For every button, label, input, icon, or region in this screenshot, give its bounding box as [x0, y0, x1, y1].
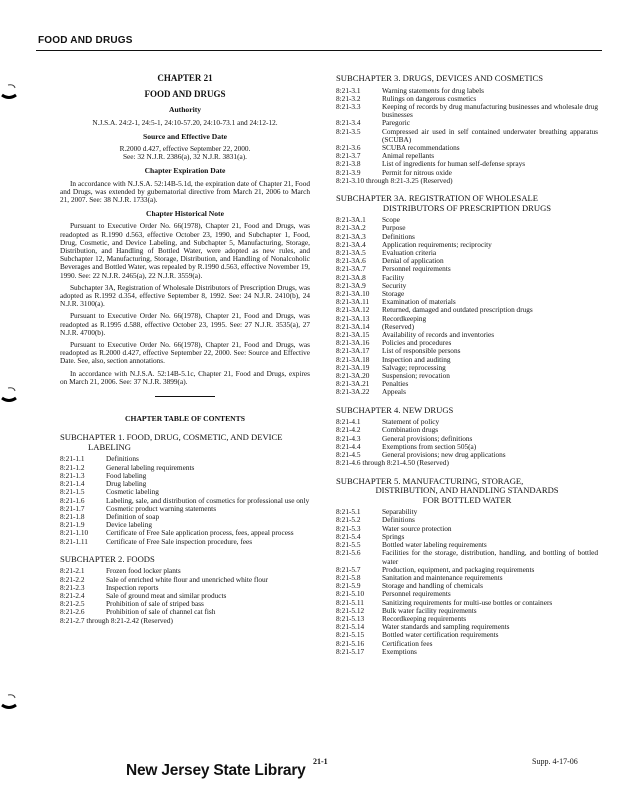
section-title: Availability of records and inventories [382, 330, 495, 340]
toc-entry [336, 549, 598, 565]
section-title: Sale of enriched white flour and unenriched white flour [106, 574, 269, 584]
section-number: 8:21-5.13 [336, 613, 365, 623]
section-number: 8:21-3A.17 [336, 346, 370, 356]
section-title: Cosmetic labeling [106, 487, 159, 497]
chapter-title: FOOD AND DRUGS [144, 89, 226, 100]
section-number: 8:21-3A.18 [336, 354, 370, 364]
section-number: 8:21-2.5 [60, 599, 85, 609]
section-number: 8:21-3A.6 [336, 256, 366, 266]
toc-entry [336, 331, 598, 339]
section-title: Returned, damaged and outdated prescription drugs [382, 305, 533, 315]
section-number: 8:21-1.5 [60, 487, 85, 497]
section-number: 8:21-4.3 [336, 433, 361, 443]
toc-entry [336, 282, 598, 290]
section-title: Appeals [382, 387, 406, 397]
section-title: Labeling, sale, and distribution of cosmetics for professional use only [106, 495, 310, 505]
section-title: Prohibition of sale of striped bass [106, 599, 204, 609]
source-heading: Source and Effective Date [142, 131, 227, 141]
toc-entry [336, 640, 598, 648]
toc-entry [336, 224, 598, 232]
section-title: Suspension; revocation [382, 371, 450, 381]
toc-entry [336, 160, 598, 168]
authority-text: N.J.S.A. 24:2-1, 24:5-1, 24:10-57.20, 24:10-73.1 and 24:12-12. [92, 117, 278, 127]
section-title: Rulings on dangerous cosmetics [382, 93, 477, 103]
section-title: Prohibition of sale of channel cat fish [106, 607, 216, 617]
section-number: 8:21-2.6 [60, 607, 85, 617]
section-number: 8:21-3A.12 [336, 305, 370, 315]
section-title: Exemptions from section 505(a) [382, 441, 477, 451]
section-number: 8:21-4.4 [336, 441, 361, 451]
toc-entry [336, 648, 598, 656]
section-title: Storage and handling of chemicals [382, 581, 483, 591]
history-paragraph: Pursuant to Executive Order No. 66(1978), Chapter 21, Food and Drugs, was readopted as R.1990 d.563, effective October 23, 1990, and Subchapter 1, Food, Drug, Cosmetic, and Device Labeling, and Subchapter 5, Manufacturing, Storage, Distribution, and Handling of Bottled Water, were adopted as new rules, and Subchapter 12, Manufacturing, Storage, Distribution, and Handling of Nonalcoholic Beverages and Bottled Water, was repealed by R.1990 d.563, effective November 19, 1990. See: 22 N.J.R. 2465(a), 22 N.J.R. 3559(a). [60, 221, 310, 280]
section-number: 8:21-3A.2 [336, 223, 366, 233]
section-title: Scope [382, 215, 400, 225]
section-number: 8:21-1.3 [60, 470, 85, 480]
section-number: 8:21-3.4 [336, 118, 361, 128]
expiration-heading: Chapter Expiration Date [144, 166, 226, 176]
section-number: 8:21-2.3 [60, 582, 85, 592]
toc-entry [336, 582, 598, 590]
punch-hole-mark [0, 692, 20, 712]
section-title: Storage [382, 289, 405, 299]
section-title: Definitions [382, 231, 415, 241]
section-title: SCUBA recommendations [382, 143, 460, 153]
section-number: 8:21-3A.1 [336, 215, 366, 225]
subchapter-4-title: SUBCHAPTER 4. NEW DRUGS [336, 404, 454, 415]
section-number: 8:21-3.1 [336, 85, 361, 95]
section-number: 8:21-5.2 [336, 515, 361, 525]
section-number: 8:21-1.6 [60, 495, 85, 505]
section-number: 8:21-2.4 [60, 590, 85, 600]
section-number: 8:21-1.2 [60, 462, 85, 472]
section-title: Food labeling [106, 470, 147, 480]
section-title: Permit for nitrous oxide [382, 167, 452, 177]
punch-hole-mark [0, 385, 20, 405]
section-number: 8:21-3A.21 [336, 379, 370, 389]
reserved-range: 8:21-4.6 through 8:21-4.50 (Reserved) [336, 458, 449, 468]
page-number: 21-1 [313, 757, 328, 766]
supplement-date: Supp. 4-17-06 [532, 757, 578, 766]
section-number: 8:21-3.9 [336, 167, 361, 177]
section-number: 8:21-3A.20 [336, 371, 370, 381]
subchapter-2-title: SUBCHAPTER 2. FOODS [60, 553, 155, 564]
section-number: 8:21-3A.14 [336, 321, 370, 331]
section-title: Paregoric [382, 118, 410, 128]
section-number: 8:21-3A.3 [336, 231, 366, 241]
toc-entry [336, 607, 598, 615]
toc-entry [336, 144, 598, 152]
section-title: Bulk water facility requirements [382, 605, 477, 615]
left-column [60, 74, 310, 625]
section-number: 8:21-1.9 [60, 520, 85, 530]
section-title: Water standards and sampling requirements [382, 622, 510, 632]
toc-entry [60, 513, 310, 521]
section-title: Definition of soap [106, 511, 160, 521]
section-title: General provisions; definitions [382, 433, 473, 443]
section-number: 8:21-5.7 [336, 564, 361, 574]
section-number: 8:21-3A.22 [336, 387, 370, 397]
section-title: List of ingredients for human self-defense sprays [382, 159, 526, 169]
subchapter-2-list [60, 567, 310, 616]
subchapter-1-list [60, 455, 310, 545]
section-number: 8:21-5.17 [336, 646, 365, 656]
section-number: 8:21-4.1 [336, 417, 361, 427]
section-number: 8:21-1.10 [60, 528, 89, 538]
section-number: 8:21-5.4 [336, 531, 361, 541]
section-number: 8:21-1.4 [60, 479, 85, 489]
section-title: Policies and procedures [382, 338, 452, 348]
toc-entry [336, 257, 598, 265]
toc-entry [336, 631, 598, 639]
section-title: Certificate of Free Sale inspection procedure, fees [106, 536, 253, 546]
toc-entry [60, 538, 310, 546]
toc-entry [336, 103, 598, 119]
section-title: Personnel requirements [382, 589, 451, 599]
history-paragraph: Pursuant to Executive Order No. 66(1978), Chapter 21, Food and Drugs, was readopted as R.2000 d.427, effective September 22, 2000. See: Source and Effective Date. See, also, section annotations. [60, 340, 310, 366]
toc-entry [336, 372, 598, 380]
section-number: 8:21-3.8 [336, 159, 361, 169]
toc-entry [60, 576, 310, 584]
section-title: Frozen food locker plants [106, 566, 181, 576]
section-title: Certification fees [382, 638, 433, 648]
section-title: Facilities for the storage, distribution, handling, and bottling of bottled water [382, 548, 598, 566]
section-divider [155, 396, 215, 397]
section-title: Examination of materials [382, 297, 456, 307]
section-number: 8:21-5.15 [336, 630, 365, 640]
section-title: (Reserved) [382, 321, 415, 331]
section-number: 8:21-5.12 [336, 605, 365, 615]
source-line: See: 32 N.J.R. 2386(a), 32 N.J.R. 3831(a). [122, 152, 248, 162]
section-title: Recordkeeping requirements [382, 613, 467, 623]
section-number: 8:21-3A.4 [336, 239, 366, 249]
section-number: 8:21-5.1 [336, 507, 361, 517]
section-title: Denial of application [382, 256, 444, 266]
chapter-number: CHAPTER 21 [157, 73, 213, 83]
section-number: 8:21-3A.19 [336, 362, 370, 372]
section-number: 8:21-3A.13 [336, 313, 370, 323]
section-number: 8:21-1.8 [60, 511, 85, 521]
toc-entry [336, 265, 598, 273]
section-title: Salvage; reprocessing [382, 362, 446, 372]
section-number: 8:21-3A.7 [336, 264, 366, 274]
section-number: 8:21-5.11 [336, 597, 364, 607]
toc-entry [336, 128, 598, 144]
section-title: General provisions; new drug applications [382, 450, 506, 460]
section-title: Personnel requirements [382, 264, 451, 274]
subchapter-1-title: SUBCHAPTER 1. FOOD, DRUG, COSMETIC, AND DEVICE LABELING [60, 432, 283, 452]
section-number: 8:21-3A.11 [336, 297, 370, 307]
section-title: Definitions [382, 515, 415, 525]
section-title: Facility [382, 272, 405, 282]
section-number: 8:21-5.6 [336, 548, 361, 558]
section-number: 8:21-3A.16 [336, 338, 370, 348]
subchapter-3-title: SUBCHAPTER 3. DRUGS, DEVICES AND COSMETICS [336, 73, 543, 83]
section-title: Penalties [382, 379, 409, 389]
subchapter-5-list [336, 508, 598, 656]
toc-entry [336, 216, 598, 224]
toc-entry [336, 364, 598, 372]
section-number: 8:21-3A.15 [336, 330, 370, 340]
section-number: 8:21-1.1 [60, 454, 85, 464]
section-number: 8:21-3.6 [336, 143, 361, 153]
section-number: 8:21-3.3 [336, 102, 361, 111]
section-title: Keeping of records by drug manufacturing businesses and wholesale drug businesses [382, 102, 598, 120]
section-number: 8:21-3A.10 [336, 289, 370, 299]
section-number: 8:21-5.8 [336, 572, 361, 582]
section-title: List of responsible persons [382, 346, 461, 356]
subchapter-5-title: SUBCHAPTER 5. MANUFACTURING, STORAGE, DISTRIBUTION, AND HANDLING STANDARDS FOR BOTTLED WATER [336, 475, 559, 505]
toc-entry [60, 505, 310, 513]
section-title: Purpose [382, 223, 406, 233]
section-title: Sale of ground meat and similar products [106, 590, 227, 600]
toc-entry [336, 388, 598, 396]
reserved-range: 8:21-3.10 through 8:21-3.25 (Reserved) [336, 175, 453, 185]
toc-entry [336, 525, 598, 533]
toc-entry [336, 347, 598, 355]
section-number: 8:21-3A.5 [336, 248, 366, 258]
toc-entry [336, 418, 598, 426]
section-title: Security [382, 280, 407, 290]
section-title: Sanitizing requirements for multi-use bottles or containers [382, 597, 553, 607]
authority-heading: Authority [168, 105, 202, 115]
section-number: 8:21-5.10 [336, 589, 365, 599]
section-title: Springs [382, 531, 405, 541]
section-number: 8:21-3.5 [336, 126, 361, 136]
toc-entry [336, 241, 598, 249]
toc-entry [336, 306, 598, 314]
subchapter-4-list [336, 418, 598, 459]
section-title: General labeling requirements [106, 462, 195, 472]
section-number: 8:21-5.16 [336, 638, 365, 648]
right-column [336, 74, 598, 656]
toc-heading: CHAPTER TABLE OF CONTENTS [125, 414, 245, 424]
history-paragraph: Pursuant to Executive Order No. 66(1978), Chapter 21, Food and Drugs, was readopted as R.1995 d.588, effective October 23, 1995. See: 27 N.J.R. 3535(a), 27 N.J.R. 4700(b). [60, 311, 310, 337]
section-number: 8:21-1.7 [60, 503, 85, 513]
expiration-text: In accordance with N.J.S.A. 52:14B-5.1d, the expiration date of Chapter 21, Food and Drugs, was extended by gubernatorial directive from March 21, 2006 to March 21, 2007. See: 38 N.J.R. 1733(a). [60, 178, 310, 205]
section-number: 8:21-3A.9 [336, 280, 366, 290]
section-title: Certificate of Free Sale application process, fees, appeal process [106, 528, 294, 538]
section-title: Cosmetic product warning statements [106, 503, 217, 513]
punch-hole-mark [0, 82, 20, 102]
section-title: Bottled water certification requirements [382, 630, 499, 640]
section-number: 8:21-4.2 [336, 425, 361, 435]
subchapter-3a-list [336, 216, 598, 396]
toc-entry [60, 464, 310, 472]
toc-entry [336, 290, 598, 298]
toc-entry [60, 480, 310, 488]
section-number: 8:21-5.5 [336, 540, 361, 550]
section-title: Recordkeeping [382, 313, 427, 323]
toc-entry [336, 380, 598, 388]
section-number: 8:21-2.2 [60, 574, 85, 584]
section-title: Bottled water labeling requirements [382, 540, 487, 550]
section-title: Inspection reports [106, 582, 159, 592]
toc-entry [336, 516, 598, 524]
subchapter-3-list [336, 87, 598, 177]
section-title: Application requirements; reciprocity [382, 239, 492, 249]
section-number: 8:21-5.9 [336, 581, 361, 591]
section-title: Water source protection [382, 523, 452, 533]
section-title: Drug labeling [106, 479, 147, 489]
reserved-range: 8:21-2.7 through 8:21-2.42 (Reserved) [60, 615, 173, 625]
section-title: Sanitation and maintenance requirements [382, 572, 503, 582]
section-title: Device labeling [106, 520, 152, 530]
section-title: Compressed air used in self contained underwater breathing apparatus (SCUBA) [382, 126, 598, 144]
section-number: 8:21-4.5 [336, 450, 361, 460]
toc-entry [336, 274, 598, 282]
history-paragraph: Subchapter 3A, Registration of Wholesale Distributors of Prescription Drugs, was adopted as R.1992 d.354, effective September 8, 1992. See: 24 N.J.R. 2410(b), 24 N.J.R. 3100(a). [60, 282, 310, 309]
section-number: 8:21-3.7 [336, 151, 361, 161]
section-title: Evaluation criteria [382, 248, 437, 258]
toc-entry [60, 472, 310, 480]
section-title: Warning statements for drug labels [382, 85, 484, 95]
section-title: Statement of policy [382, 417, 440, 427]
toc-entry [336, 508, 598, 516]
section-number: 8:21-5.14 [336, 622, 365, 632]
section-title: Animal repellants [382, 151, 435, 161]
section-title: Inspection and auditing [382, 354, 451, 364]
toc-entry [336, 356, 598, 364]
toc-entry [336, 249, 598, 257]
section-title: Definitions [106, 454, 139, 464]
source-line: R.2000 d.427, effective September 22, 2000. [119, 144, 251, 154]
section-number: 8:21-5.3 [336, 523, 361, 533]
section-number: 8:21-1.11 [60, 536, 88, 546]
section-number: 8:21-2.1 [60, 566, 85, 576]
section-number: 8:21-3.2 [336, 93, 361, 103]
subchapter-3a-title: SUBCHAPTER 3A. REGISTRATION OF WHOLESALE DISTRIBUTORS OF PRESCRIPTION DRUGS [336, 193, 552, 213]
toc-entry [336, 315, 598, 323]
section-title: Exemptions [382, 646, 417, 656]
section-number: 8:21-3A.8 [336, 272, 366, 282]
running-header: FOOD AND DRUGS [38, 35, 133, 46]
history-paragraph: In accordance with N.J.S.A. 52:14B-5.1c, Chapter 21, Food and Drugs, expires on March 21, 2006. See: 37 N.J.R. 3899(a). [60, 368, 310, 386]
history-heading: Chapter Historical Note [146, 209, 224, 219]
section-title: Combination drugs [382, 425, 439, 435]
library-stamp: New Jersey State Library [126, 762, 306, 779]
section-title: Separability [382, 507, 418, 517]
section-title: Production, equipment, and packaging requirements [382, 564, 535, 574]
toc-entry [336, 339, 598, 347]
header-rule [36, 50, 602, 51]
